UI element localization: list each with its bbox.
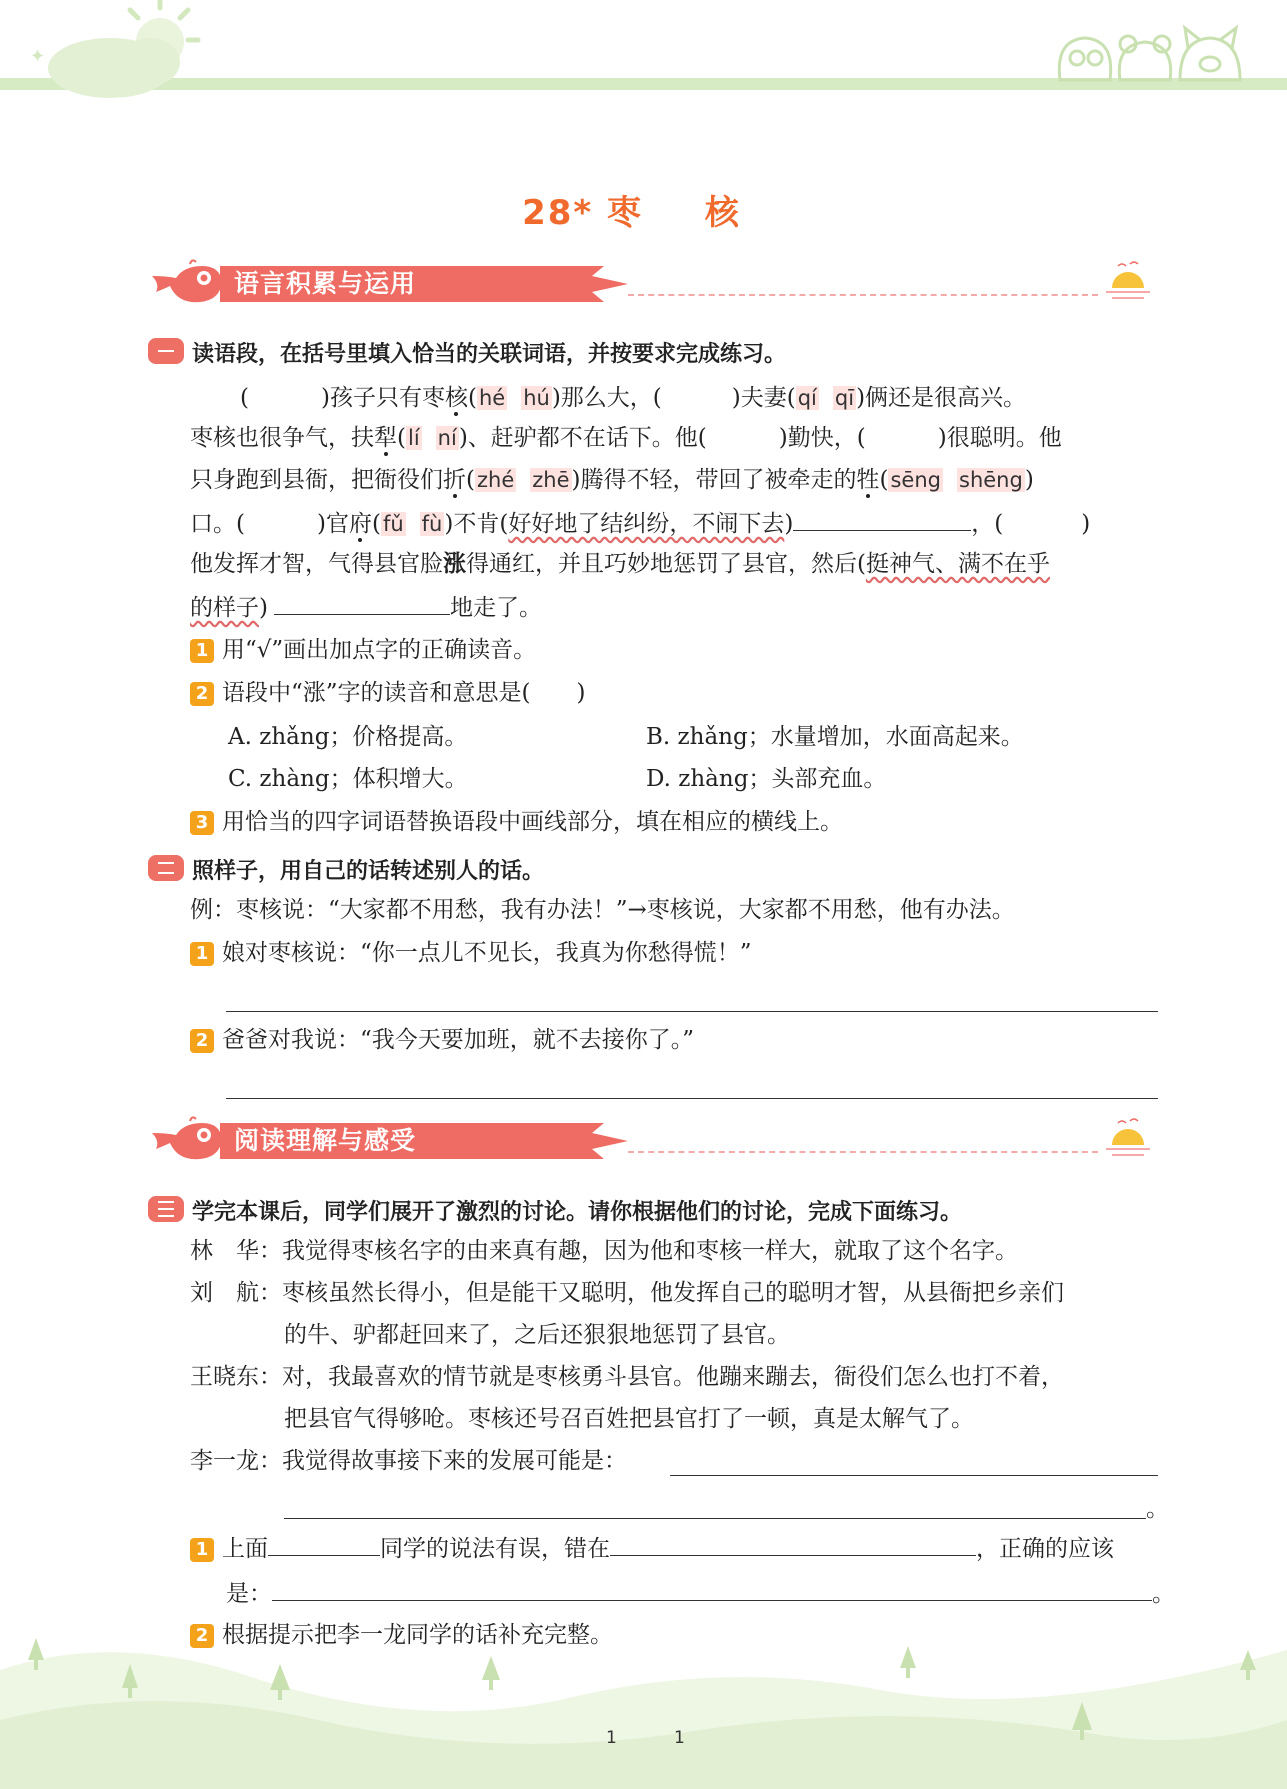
- number-badge: 2: [190, 682, 214, 706]
- whale-icon: [148, 1115, 228, 1165]
- number-badge: 1: [190, 1538, 214, 1562]
- dialogue-liuhang-cont: 的牛、驴都赶回来了，之后还狠狠地惩罚了县官。: [284, 1322, 790, 1348]
- question-badge-two: [148, 855, 184, 881]
- page-number-left: 1: [606, 1728, 617, 1748]
- lesson-number: 28*: [522, 193, 594, 233]
- sub-question: 3 用恰当的四字词语替换语段中画线部分，填在相应的横线上。: [190, 807, 843, 837]
- question-title: 读语段，在括号里填入恰当的关联词语，并按要求完成练习。: [192, 342, 787, 367]
- option-d[interactable]: D. zhàng；头部充血。: [646, 766, 887, 792]
- paragraph-line: 的样子) 地走了。: [190, 591, 542, 623]
- section-label: 阅读理解与感受: [234, 1126, 417, 1155]
- answer-blank[interactable]: [610, 1532, 976, 1556]
- dialogue-li: 李一龙：我觉得故事接下来的发展可能是：: [190, 1448, 627, 1474]
- section-banner-reading: [148, 1115, 1158, 1165]
- sub-question: 2 根据提示把李一龙同学的话补充完整。: [190, 1620, 613, 1650]
- sunset-icon: [1098, 1115, 1158, 1165]
- hills-decoration: [0, 1610, 1287, 1789]
- dialogue-linhua: 林 华：我觉得枣核名字的由来真有趣，因为他和枣核一样大，就取了这个名字。: [190, 1238, 1018, 1264]
- paragraph-line: 枣核也很争气，扶犁(lí ní)、赶驴都不在话下。他( )勤快，( )很聪明。他: [190, 425, 1062, 451]
- dialogue-wang-cont: 把县官气得够呛。枣核还号召百姓把县官打了一顿，真是太解气了。: [284, 1406, 974, 1432]
- paragraph-line: ( )孩子只有枣核(hé hú)那么大，( )夫妻(qí qī)俩还是很高兴。: [240, 385, 1027, 411]
- page-number-right: 1: [674, 1728, 685, 1748]
- page-title: [0, 185, 1287, 234]
- answer-line[interactable]: [670, 1475, 1158, 1476]
- whale-icon: [148, 258, 228, 308]
- sunset-icon: [1098, 258, 1158, 308]
- lesson-title: 枣 核: [607, 193, 765, 233]
- number-badge: 3: [190, 811, 214, 835]
- option-b[interactable]: B. zhǎng；水量增加，水面高起来。: [646, 724, 1024, 750]
- question-badge-one: [148, 338, 184, 364]
- number-badge: 2: [190, 1624, 214, 1648]
- section-divider: [628, 1151, 1098, 1153]
- number-badge: 2: [190, 1029, 214, 1053]
- example-text: 例：枣核说：“大家都不用愁，我有办法！”→枣核说，大家都不用愁，他有办法。: [190, 897, 1015, 923]
- paragraph-line: 口。( )官府(fǔ fù)不肯(好好地了结纠纷，不闹下去) ，( ): [190, 507, 1090, 539]
- section-banner-language: [148, 258, 1158, 308]
- paragraph-line: 他发挥才智，气得县官脸涨得通红，并且巧妙地惩罚了县官，然后(挺神气、满不在乎: [190, 550, 1050, 577]
- number-badge: 1: [190, 942, 214, 966]
- answer-line[interactable]: [226, 1098, 1158, 1099]
- sub-question: 2 爸爸对我说：“我今天要加班，就不去接你了。”: [190, 1025, 694, 1055]
- sun-cloud-decoration: [0, 0, 210, 120]
- sub-question: 1 娘对枣核说：“你一点儿不见长，我真为你愁得慌！”: [190, 938, 752, 968]
- sub-question: 2 语段中“涨”字的读音和意思是( ): [190, 678, 585, 708]
- question-title: 照样子，用自己的话转述别人的话。: [192, 859, 545, 884]
- question-title: 学完本课后，同学们展开了激烈的讨论。请你根据他们的讨论，完成下面练习。: [192, 1200, 963, 1225]
- animal-faces-decoration: [1050, 20, 1250, 90]
- dialogue-wang: 王晓东：对，我最喜欢的情节就是枣核勇斗县官。他蹦来蹦去，衙役们怎么也打不着，: [190, 1364, 1064, 1390]
- svg-text:✦: ✦: [30, 46, 46, 67]
- dialogue-liuhang: 刘 航：枣核虽然长得小，但是能干又聪明，他发挥自己的聪明才智，从县衙把乡亲们: [190, 1280, 1064, 1306]
- section-divider: [628, 294, 1098, 296]
- option-c[interactable]: C. zhàng；体积增大。: [228, 766, 468, 792]
- end-mark: 。: [1146, 1496, 1169, 1522]
- answer-blank[interactable]: [272, 1577, 1152, 1601]
- paragraph-line: 只身跑到县衙，把衙役们折(zhé zhē)腾得不轻，带回了被牵走的牲(sēng shēng): [190, 467, 1034, 493]
- answer-line[interactable]: [284, 1518, 1146, 1519]
- number-badge: 1: [190, 639, 214, 663]
- sub-question-cont: 是： 。: [226, 1577, 1175, 1609]
- answer-blank[interactable]: [793, 507, 971, 531]
- sub-question: 1 用“√”画出加点字的正确读音。: [190, 635, 536, 665]
- answer-line[interactable]: [226, 1011, 1158, 1012]
- answer-blank[interactable]: [274, 591, 450, 615]
- sub-question: 1 上面 同学的说法有误，错在 ，正确的应该: [190, 1532, 1114, 1564]
- section-label: 语言积累与运用: [234, 269, 417, 298]
- answer-blank[interactable]: [268, 1532, 380, 1556]
- option-a[interactable]: A. zhǎng；价格提高。: [228, 724, 468, 750]
- question-badge-three: [148, 1196, 184, 1222]
